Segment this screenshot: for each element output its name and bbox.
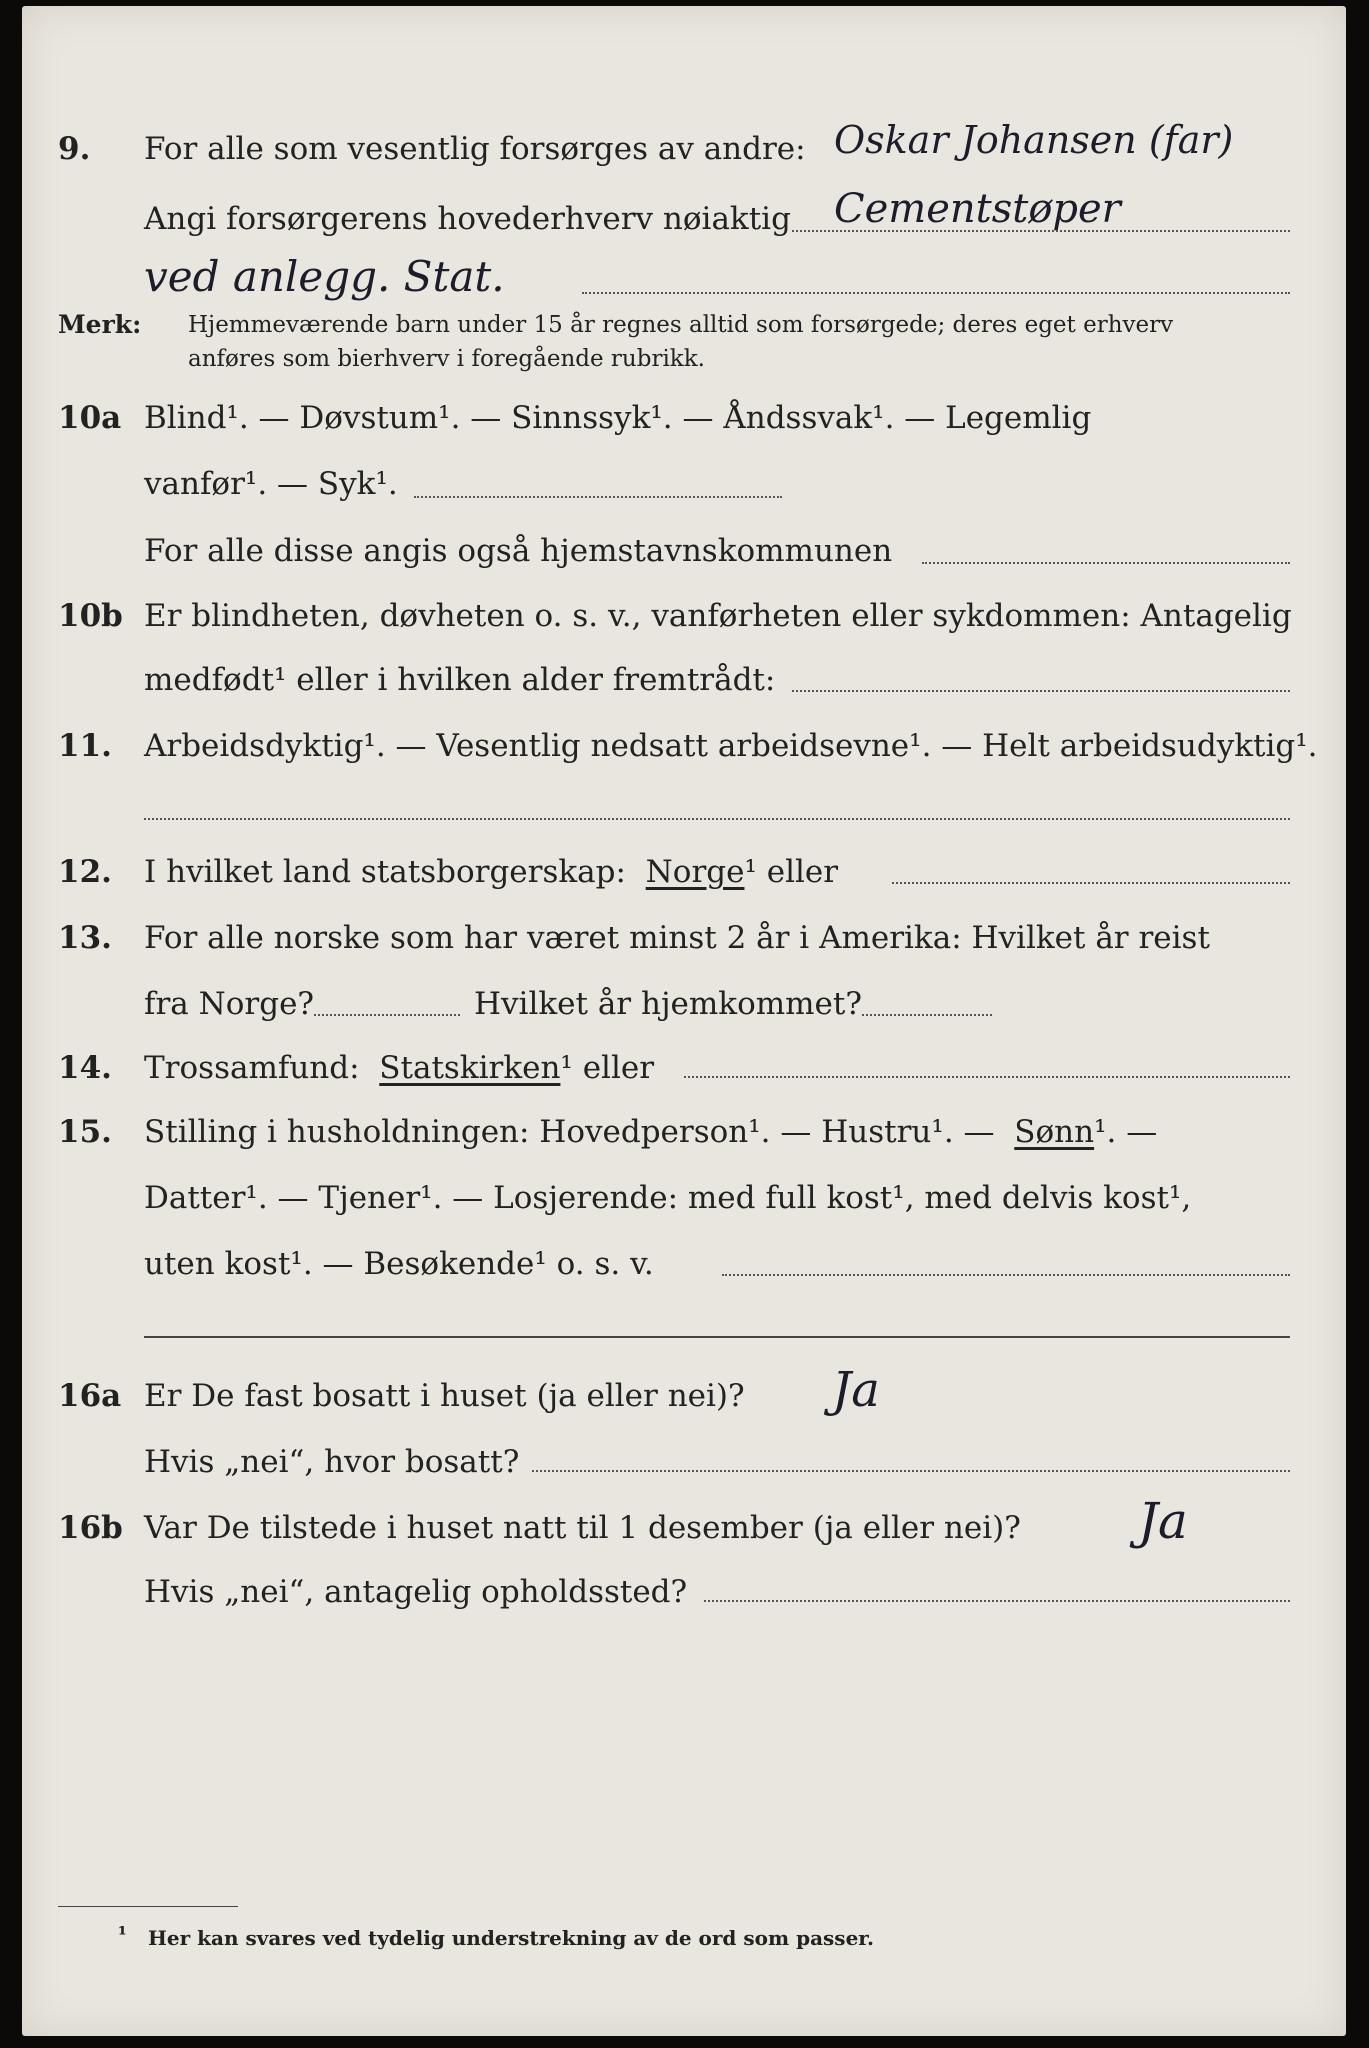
q14-post: ¹ eller xyxy=(560,1050,655,1086)
q15-line1-pre: Stilling i husholdningen: Hovedperson¹. — Hustru¹. — xyxy=(144,1114,995,1150)
q11-number: 11. xyxy=(58,728,112,764)
q9-handwriting-workplace: ved anlegg. Stat. xyxy=(144,252,505,301)
q14-number: 14. xyxy=(58,1050,112,1086)
q14-text xyxy=(144,1050,654,1086)
q15-sonn-underlined: Sønn xyxy=(1014,1114,1095,1150)
q15-number: 15. xyxy=(58,1114,112,1150)
q13-line2b: Hvilket år hjemkommet? xyxy=(474,986,862,1022)
q16b-answer-line xyxy=(704,1600,1290,1602)
q10a-answer-line-1 xyxy=(414,496,782,498)
footnote-text: Her kan svares ved tydelig understrekning av de ord som passer. xyxy=(148,1926,874,1950)
q13-answer-line-2 xyxy=(862,1014,992,1016)
q12-norge-underlined: Norge xyxy=(645,854,745,890)
q10b-number: 10b xyxy=(58,598,123,634)
q15-answer-line-1 xyxy=(722,1274,1290,1276)
q15-answer-line-2 xyxy=(144,1336,1290,1338)
q10b-answer-line xyxy=(792,690,1290,692)
q10b-line2: medfødt¹ eller i hvilken alder fremtrådt: xyxy=(144,662,776,698)
q16a-line1: Er De fast bosatt i huset (ja eller nei)? xyxy=(144,1378,745,1414)
q12-post: ¹ eller xyxy=(744,854,839,890)
q11-answer-line xyxy=(144,818,1290,820)
q12-pre: I hvilket land statsborgerskap: xyxy=(144,854,626,890)
q9-handwriting-supporter: Oskar Johansen (far) xyxy=(834,118,1234,162)
q14-statskirken-underlined: Statskirken xyxy=(379,1050,561,1086)
q16b-handwriting-answer: Ja xyxy=(1138,1492,1188,1550)
q10a-number: 10a xyxy=(58,400,122,436)
q10a-line3: For alle disse angis også hjemstavnskommunen xyxy=(144,533,893,569)
q16a-line2: Hvis „nei“, hvor bosatt? xyxy=(144,1444,520,1480)
q14-pre: Trossamfund: xyxy=(144,1050,360,1086)
q9-answer-line-2 xyxy=(582,292,1290,294)
q16a-number: 16a xyxy=(58,1378,122,1414)
q13-answer-line-1 xyxy=(314,1014,460,1016)
q16a-handwriting-answer: Ja xyxy=(832,1362,880,1418)
q9-number: 9. xyxy=(58,131,91,167)
q16b-number: 16b xyxy=(58,1510,123,1546)
footnote-mark: ¹ xyxy=(118,1922,127,1946)
q13-line1: For alle norske som har været minst 2 år i Amerika: Hvilket år reist xyxy=(144,920,1210,956)
q11-line1: Arbeidsdyktig¹. — Vesentlig nedsatt arbeidsevne¹. — Helt arbeidsudyktig¹. xyxy=(144,728,1318,764)
q15-line2: Datter¹. — Tjener¹. — Losjerende: med full kost¹, med delvis kost¹, xyxy=(144,1180,1192,1216)
footnote-divider xyxy=(58,1906,238,1907)
q12-answer-line xyxy=(892,882,1290,884)
q13-line2a: fra Norge? xyxy=(144,986,315,1022)
q16b-line1: Var De tilstede i huset natt til 1 desember (ja eller nei)? xyxy=(144,1510,1021,1546)
q15-line1-post: ¹. — xyxy=(1094,1114,1158,1150)
q14-answer-line xyxy=(684,1076,1290,1078)
q10a-answer-line-2 xyxy=(922,562,1290,564)
q16b-line2: Hvis „nei“, antagelig opholdssted? xyxy=(144,1574,688,1610)
q15-line3: uten kost¹. — Besøkende¹ o. s. v. xyxy=(144,1246,654,1282)
q9-handwriting-occupation: Cementstøper xyxy=(834,186,1121,232)
q10a-line2: vanfør¹. — Syk¹. xyxy=(144,466,398,502)
q13-number: 13. xyxy=(58,920,112,956)
q9-answer-line-1 xyxy=(792,230,1290,232)
q16a-answer-line xyxy=(532,1470,1290,1472)
merk-line1: Hjemmeværende barn under 15 år regnes alltid som forsørgede; deres eget erhverv xyxy=(188,312,1174,338)
q10a-line1: Blind¹. — Døvstum¹. — Sinnssyk¹. — Åndssvak¹. — Legemlig xyxy=(144,400,1092,436)
q15-line1 xyxy=(144,1114,1157,1150)
q10b-line1: Er blindheten, døvheten o. s. v., vanførheten eller sykdommen: Antagelig xyxy=(144,598,1292,634)
q9-line1: For alle som vesentlig forsørges av andre: xyxy=(144,131,806,167)
q12-number: 12. xyxy=(58,854,112,890)
merk-label: Merk: xyxy=(58,310,142,339)
q9-line2: Angi forsørgerens hovederhverv nøiaktig xyxy=(144,201,791,237)
census-form-page xyxy=(22,6,1346,2036)
merk-line2: anføres som bierhverv i foregående rubrikk. xyxy=(188,346,705,372)
q12-text xyxy=(144,854,838,890)
